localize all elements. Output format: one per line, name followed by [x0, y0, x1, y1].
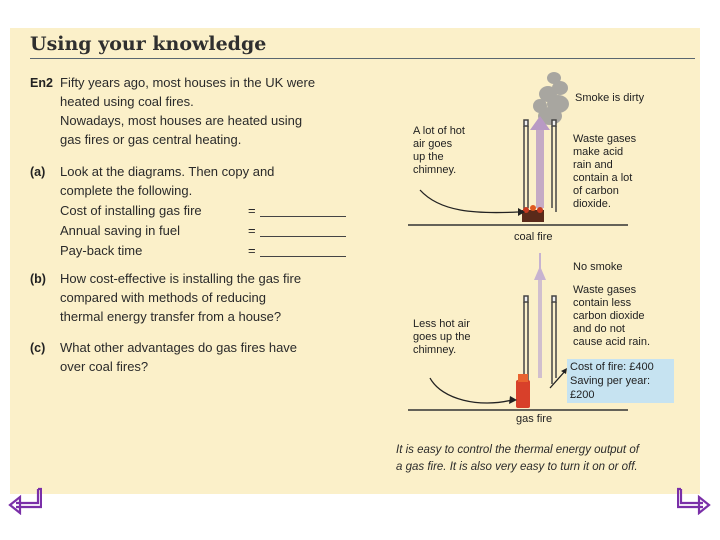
part-a-text: Look at the diagrams. Then copy and complete the following. — [60, 164, 275, 198]
page-title: Using your knowledge — [30, 33, 267, 55]
part-c-label: (c) — [30, 341, 46, 355]
part-c-text: What other advantages do gas fires have over coal fires? — [60, 340, 298, 374]
part-b-text: How cost-effective is installing the gas fire compared with methods of reducing thermal energy transfer from a house? — [60, 271, 302, 324]
fill-in-cost-eq: = — [248, 203, 256, 218]
smoke-cloud — [533, 72, 569, 125]
question-intro: Fifty years ago, most houses in the UK were heated using coal fires. Nowadays, most houses are heated using gas fires or gas central heating. — [60, 75, 316, 147]
gas-info-box: Cost of fire: £400 Saving per year: £200 — [567, 359, 674, 403]
coal-fire-icon — [522, 205, 544, 222]
part-b-label: (b) — [30, 272, 46, 286]
fill-in-payback-eq: = — [248, 243, 256, 258]
gas-smoke-label: No smoke — [573, 261, 623, 273]
coal-smoke-label: Smoke is dirty — [575, 92, 645, 104]
gas-air-label: Less hot air goes up the chimney. — [413, 318, 471, 356]
coal-pointer-line — [420, 190, 518, 213]
coal-fire-caption: coal fire — [514, 231, 553, 243]
coal-air-arrow — [530, 116, 550, 208]
gas-air-arrow — [534, 253, 546, 378]
footer-note: It is easy to control the thermal energy output of a gas fire. It is also very easy to turn it on or off. — [396, 444, 639, 473]
fill-in-payback-label: Pay-back time — [60, 243, 143, 258]
back-arrow-icon[interactable] — [8, 485, 42, 515]
coal-waste-label: Waste gases make acid rain and contain a lot of carbon dioxide. — [573, 133, 637, 210]
part-a-label: (a) — [30, 165, 46, 179]
question-number: En2 — [30, 76, 53, 90]
gas-fire-caption: gas fire — [516, 413, 553, 425]
fill-in-saving-label: Annual saving in fuel — [60, 223, 180, 238]
forward-arrow-icon[interactable] — [677, 485, 711, 515]
gas-waste-label: Waste gases contain less carbon dioxide and do not cause acid rain. — [573, 284, 651, 348]
fill-in-cost-label: Cost of installing gas fire — [60, 203, 202, 218]
gas-fire-icon — [516, 374, 530, 408]
textbook-page — [10, 28, 700, 494]
gas-pointer-line — [430, 378, 512, 403]
coal-air-label: A lot of hot air goes up the chimney. — [413, 125, 465, 176]
fill-in-saving-eq: = — [248, 223, 256, 238]
